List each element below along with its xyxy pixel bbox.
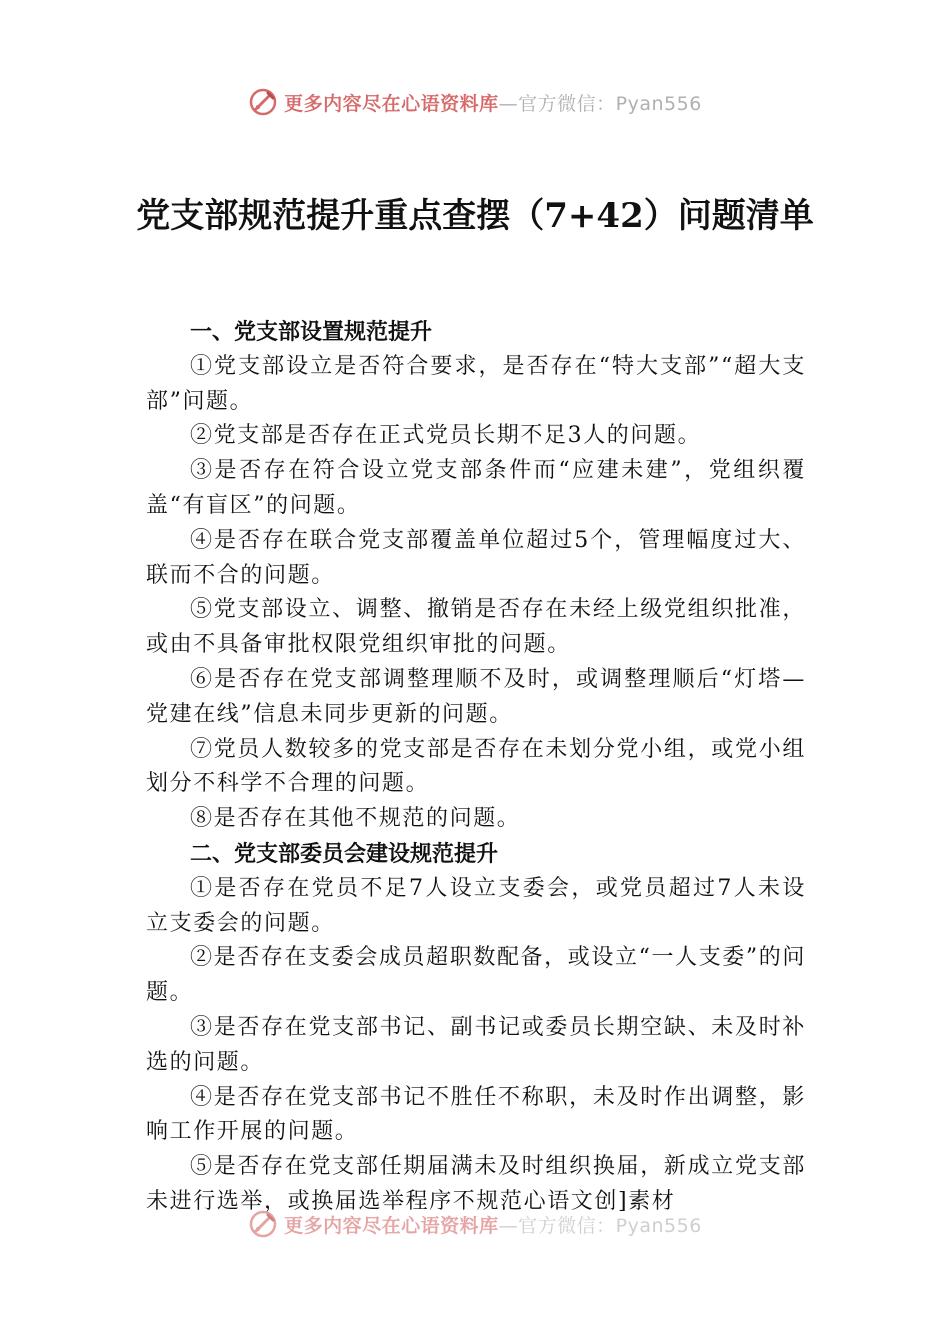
- list-item: ②是否存在支委会成员超职数配备，或设立“一人支委”的问题。: [146, 945, 806, 1006]
- document-body: [146, 315, 806, 1220]
- header-banner: [0, 84, 950, 120]
- pen-logo-icon: [248, 1209, 278, 1239]
- section-heading: 二、党支部委员会建设规范提升: [190, 840, 499, 867]
- footer-banner: [0, 1206, 950, 1242]
- list-item: ⑤党支部设立、调整、撤销是否存在未经上级党组织批准，或由不具备审批权限党组织审批的问题。: [146, 597, 806, 658]
- list-item: ④是否存在党支部书记不胜任不称职，未及时作出调整，影响工作开展的问题。: [146, 1084, 806, 1145]
- footer-main-text: 更多内容尽在心语资料库: [284, 1214, 499, 1237]
- header-main-text: 更多内容尽在心语资料库: [284, 92, 499, 115]
- list-item: ②党支部是否存在正式党员长期不足3人的问题。: [190, 423, 702, 449]
- list-item: ⑤是否存在党支部任期届满未及时组织换届，新成立党支部未进行选举，或换届选举程序不规范心语文创]素材: [146, 1154, 806, 1214]
- footer-sub-text: —官方微信：Pyan556: [498, 1214, 702, 1237]
- document-title: 党支部规范提升重点查摆（7+42）问题清单: [136, 196, 814, 236]
- list-item: ①是否存在党员不足7人设立支委会，或党员超过7人未设立支委会的问题。: [146, 875, 806, 936]
- section-heading: 一、党支部设置规范提升: [190, 319, 433, 345]
- list-item: ③是否存在符合设立党支部条件而“应建未建”，党组织覆盖“有盲区”的问题。: [146, 458, 806, 518]
- list-item: ④是否存在联合党支部覆盖单位超过5个，管理幅度过大、联而不合的问题。: [146, 527, 806, 588]
- list-item: ①党支部设立是否符合要求，是否存在“特大支部”“超大支部”问题。: [146, 353, 806, 414]
- list-item: ⑧是否存在其他不规范的问题。: [190, 806, 521, 832]
- pen-logo-icon: [248, 87, 278, 117]
- list-item: ⑦党员人数较多的党支部是否存在未划分党小组，或党小组划分不科学不合理的问题。: [146, 736, 806, 797]
- list-item: ⑥是否存在党支部调整理顺不及时，或调整理顺后“灯塔—党建在线”信息未同步更新的问题。: [146, 666, 806, 727]
- header-sub-text: —官方微信：Pyan556: [498, 92, 702, 115]
- list-item: ③是否存在党支部书记、副书记或委员长期空缺、未及时补选的问题。: [146, 1014, 806, 1075]
